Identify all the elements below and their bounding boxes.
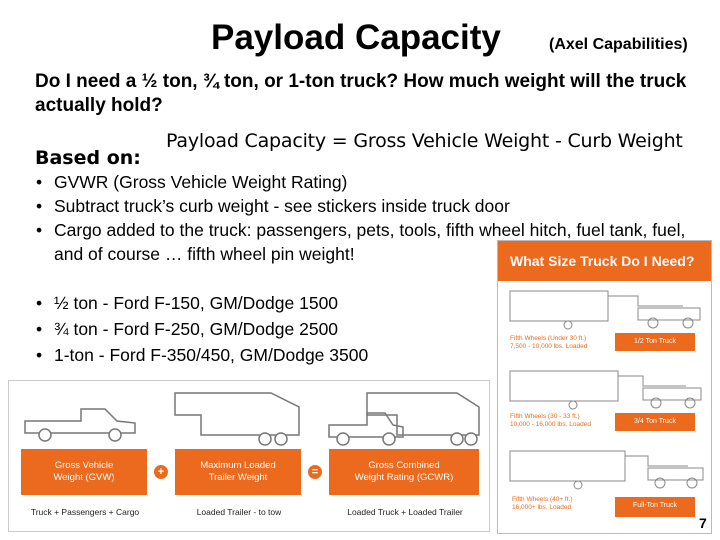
formula-text: Payload Capacity = Gross Vehicle Weight - Curb Weight — [166, 130, 683, 152]
row-label: Fifth Wheels (40+ ft.) 16,000+ lbs. Loaded — [512, 496, 573, 511]
gcwr-caption: Loaded Truck + Loaded Trailer — [347, 507, 463, 517]
gcwr-box: Gross Combined Weight Rating (GCWR) — [329, 449, 479, 495]
gvw-caption: Truck + Passengers + Cargo — [30, 507, 140, 517]
based-on-label: Based on: — [35, 147, 141, 169]
full-ton-truck-icon — [508, 446, 708, 496]
truck-size-infographic — [497, 240, 712, 534]
trailer-caption: Loaded Trailer - to tow — [196, 507, 282, 517]
row-label: Fifth Wheels (Under 30 ft.) 7,500 - 10,000 lbs. Loaded — [510, 335, 588, 350]
page-number: 7 — [699, 515, 707, 531]
list-item: • ½ ton - Ford F-150, GM/Dodge 1500 — [36, 290, 486, 316]
row-label: Fifth Wheels (30 - 33 ft.) 10,000 - 16,000 lbs. Loaded — [510, 413, 591, 428]
half-ton-truck-icon — [508, 286, 708, 336]
pickup-truck-icon — [21, 399, 141, 445]
list-item: • ¾ ton - Ford F-250, GM/Dodge 2500 — [36, 316, 486, 342]
list-item: • 1-ton - Ford F-350/450, GM/Dodge 3500 — [36, 342, 486, 368]
half-ton-badge: 1/2 Ton Truck — [615, 333, 695, 351]
trailer-weight-box: Maximum Loaded Trailer Weight — [175, 449, 301, 495]
truck-class-list — [36, 290, 486, 368]
question-text: Do I need a ½ ton, ¾ ton, or 1-ton truck? How much weight will the truck actually hold? — [35, 71, 687, 116]
three-quarter-ton-truck-icon — [508, 366, 708, 416]
gcwr-infographic — [8, 380, 490, 532]
page-subtitle: (Axel Capabilities) — [549, 36, 688, 53]
full-ton-badge: Full-Ton Truck — [615, 497, 695, 517]
truck-with-trailer-icon — [327, 385, 483, 447]
fifth-wheel-trailer-icon — [171, 385, 311, 447]
list-item: • GVWR (Gross Vehicle Weight Rating) — [36, 170, 706, 194]
page-title: Payload Capacity — [211, 18, 501, 57]
list-item: • Cargo added to the truck: passengers, pets, tools, fifth wheel hitch, fuel tank, fuel, and of course … fifth wheel pin weight! — [36, 218, 706, 266]
three-quarter-ton-badge: 3/4 Ton Truck — [615, 413, 695, 431]
list-item: • Subtract truck’s curb weight - see stickers inside truck door — [36, 194, 706, 218]
gvw-box: Gross Vehicle Weight (GVW) — [21, 449, 147, 495]
equals-icon: = — [308, 465, 322, 479]
infographic-header: What Size Truck Do I Need? — [498, 241, 711, 281]
plus-icon: + — [154, 465, 168, 479]
